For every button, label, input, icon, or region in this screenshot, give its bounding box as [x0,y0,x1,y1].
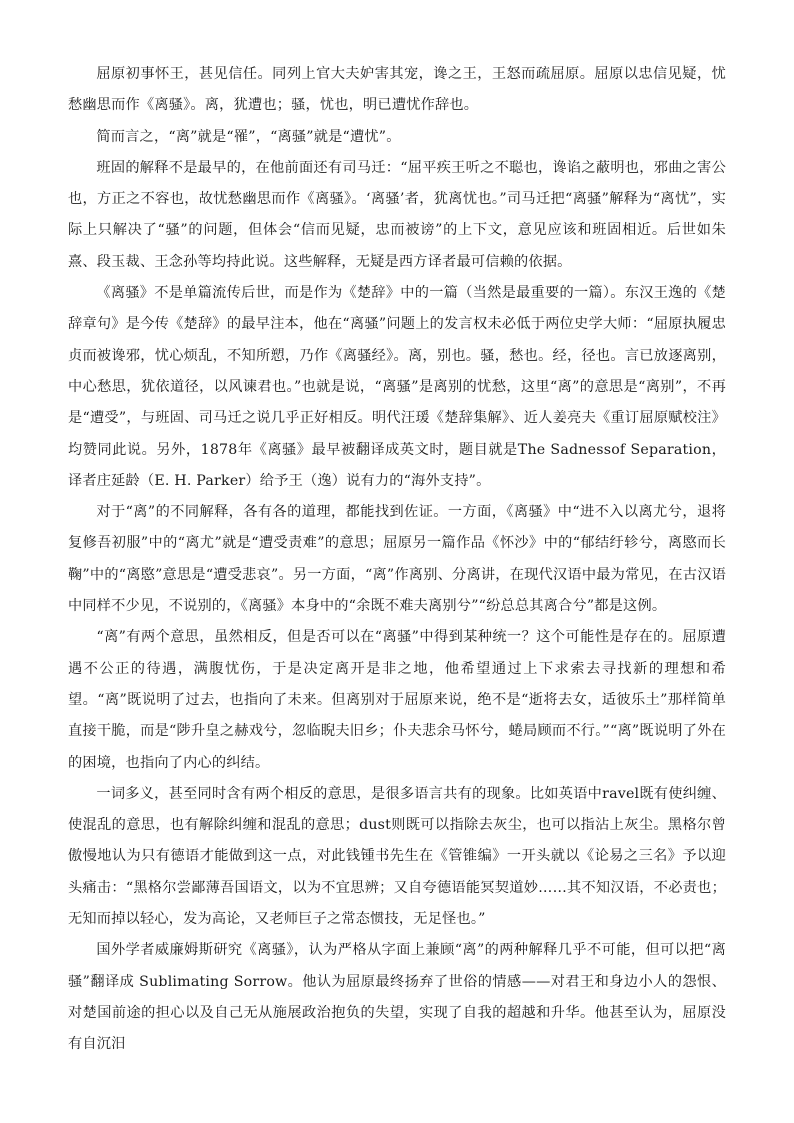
paragraph-evidence: 对于“离”的不同解释，各有各的道理，都能找到佐证。一方面，《离骚》中“进不入以离尤兮，退将复修吾初服”中的“离尤”就是“遭受责难”的意思；屈原另一篇作品《怀沙》中的“郁结纡轸兮，离愍而长鞠”中的“离愍”意思是“遭受悲哀”。另一方面，“离”作离别、分离讲，在现代汉语中最为常见，在古汉语中同样不少见，不说别的，《离骚》本身中的“余既不难夫离别兮”“纷总总其离合兮”都是这例。 [68,504,726,615]
paragraph-ban-gu-quote: 屈原初事怀王，甚见信任。同列上官大夫妒害其宠，谗之王，王怒而疏屈原。屈原以忠信见疑，忧愁幽思而作《离骚》。离，犹遭也；骚，忧也，明已遭忧作辞也。 [68,66,726,114]
paragraph-wang-yi: 《离骚》不是单篇流传后世，而是作为《楚辞》中的一篇（当然是最重要的一篇）。东汉王逸的《楚辞章句》是今传《楚辞》的最早注本，他在“离骚”问题上的发言权未必低于两位史学大师：“屈原执履忠贞而被谗邪，忧心烦乱，不知所愬，乃作《离骚经》。离，别也。骚，愁也。经，径也。言已放逐离别，中心愁思，犹依道径，以风谏君也。”也就是说，“离骚”是离别的忧愁，这里“离”的意思是“离别”，不再是“遭受”，与班固、司马迁之说几乎正好相反。明代汪瑗《楚辞集解》、近人姜亮夫《重订屈原赋校注》均赞同此说。另外，1878年《离骚》最早被翻译成英文时，题目就是The Sadnessof Separation，译者庄延龄（E. H. Parker）给予王（逸）说有力的“海外支持”。 [68,285,726,489]
document-body [68,59,726,1061]
paragraph-two-meanings: “离”有两个意思，虽然相反，但是否可以在“离骚”中得到某种统一？这个可能性是存在的。屈原遭遇不公正的待遇，满腹忧伤，于是决定离开是非之地，他希望通过上下求索去寻找新的理想和希望。“离”既说明了过去，也指向了未来。但离别对于屈原来说，绝不是“逝将去女，适彼乐土”那样简单直接干脆，而是“陟升皇之赫戏兮，忽临睨夫旧乡；仆夫悲余马怀兮，蜷局顾而不行。”“离”既说明了外在的困境，也指向了内心的纠结。 [68,629,726,771]
paragraph-polysemy: 一词多义，甚至同时含有两个相反的意思，是很多语言共有的现象。比如英语中ravel既有使纠缠、使混乱的意思，也有解除纠缠和混乱的意思；dust则既可以指除去灰尘，也可以指沾上灰尘。黑格尔曾傲慢地认为只有德语才能做到这一点，对此钱锺书先生在《管锥编》一开头就以《论易之三名》予以迎头痛击：“黑格尔尝鄙薄吾国语文，以为不宜思辨；又自夸德语能冥契道妙……其不知汉语，不必责也；无知而掉以轻心，发为高论，又老师巨子之常态惯技，无足怪也。” [68,785,726,928]
paragraph-sima-qian: 班固的解释不是最早的，在他前面还有司马迁：“屈平疾王听之不聪也，谗谄之蔽明也，邪曲之害公也，方正之不容也，故忧愁幽思而作《离骚》。‘离骚’者，犹离忧也。”司马迁把“离骚”解释为“离忧”，实际上只解决了“骚”的问题，但体会“信而见疑，忠而被谤”的上下文，意见应该和班固相近。后世如朱熹、段玉裁、王念孙等均持此说。这些解释，无疑是西方译者最可信赖的依据。 [68,159,726,270]
paragraph-summary: 简而言之，“离”就是“罹”，“离骚”就是“遭忧”。 [96,128,401,145]
paragraph-williams: 国外学者威廉姆斯研究《离骚》，认为严格从字面上兼顾“离”的两种解释几乎不可能，但可以把“离骚”翻译成 Sublimating Sorrow。他认为屈原最终扬弃了世俗的情感——对君王和身边小人的怨恨、对楚国前途的担心以及自己无从施展政治抱负的失望，实现了自我的超越和升华。他甚至认为，屈原没有自沉汨 [68,942,726,1053]
